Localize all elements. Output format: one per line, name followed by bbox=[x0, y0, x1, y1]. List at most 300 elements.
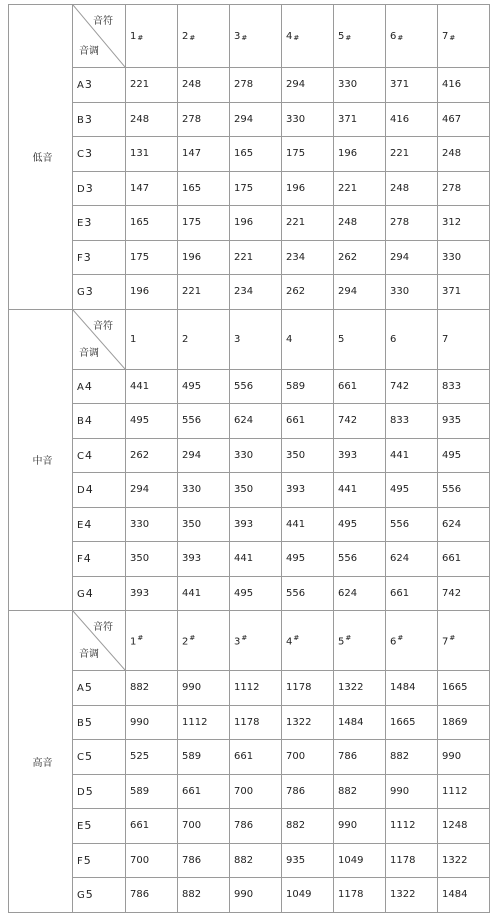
key-cell bbox=[73, 705, 126, 740]
frequency-cell: 278 bbox=[178, 102, 230, 137]
frequency-cell: 661 bbox=[178, 774, 230, 809]
note-header-cell bbox=[126, 309, 178, 369]
note-header-cell bbox=[438, 309, 490, 369]
key-letter: D bbox=[77, 485, 85, 497]
frequency-cell: 624 bbox=[334, 576, 386, 611]
frequency-cell: 661 bbox=[126, 809, 178, 844]
frequency-cell: 371 bbox=[386, 68, 438, 103]
frequency-cell: 294 bbox=[178, 438, 230, 473]
note-number: 2 bbox=[182, 30, 189, 42]
corner-bottom-label: 音调 bbox=[79, 649, 99, 660]
frequency-cell: 278 bbox=[386, 206, 438, 241]
octave-number: 5 bbox=[84, 819, 92, 833]
note-number: 1 bbox=[130, 333, 137, 345]
frequency-cell: 393 bbox=[230, 507, 282, 542]
frequency-cell: 990 bbox=[386, 774, 438, 809]
frequency-cell: 556 bbox=[386, 507, 438, 542]
frequency-cell: 248 bbox=[126, 102, 178, 137]
key-letter: D bbox=[77, 786, 85, 798]
frequency-cell: 495 bbox=[178, 369, 230, 404]
frequency-cell: 248 bbox=[334, 206, 386, 241]
frequency-cell: 1665 bbox=[386, 705, 438, 740]
frequency-cell: 371 bbox=[438, 275, 490, 310]
frequency-cell: 935 bbox=[282, 843, 334, 878]
note-header-cell bbox=[282, 309, 334, 369]
frequency-cell: 196 bbox=[334, 137, 386, 172]
table-row bbox=[9, 740, 490, 775]
frequency-cell: 990 bbox=[334, 809, 386, 844]
frequency-cell: 833 bbox=[386, 404, 438, 439]
frequency-cell: 330 bbox=[438, 240, 490, 275]
note-number: 7 bbox=[442, 30, 449, 42]
table-row bbox=[9, 473, 490, 508]
frequency-cell: 1049 bbox=[334, 843, 386, 878]
octave-number: 5 bbox=[83, 853, 91, 867]
frequency-cell: 495 bbox=[230, 576, 282, 611]
frequency-cell: 221 bbox=[334, 171, 386, 206]
frequency-cell: 278 bbox=[438, 171, 490, 206]
frequency-cell: 234 bbox=[282, 240, 334, 275]
note-header-cell bbox=[126, 611, 178, 671]
sharp-mark: # bbox=[397, 33, 404, 42]
frequency-cell: 294 bbox=[126, 473, 178, 508]
frequency-cell: 742 bbox=[386, 369, 438, 404]
frequency-cell: 441 bbox=[230, 542, 282, 577]
frequency-cell: 882 bbox=[386, 740, 438, 775]
note-number: 3 bbox=[234, 636, 241, 648]
table-row bbox=[9, 369, 490, 404]
frequency-cell: 248 bbox=[438, 137, 490, 172]
sharp-mark: # bbox=[397, 633, 404, 642]
frequency-cell: 556 bbox=[230, 369, 282, 404]
key-cell bbox=[73, 404, 126, 439]
note-number: 5 bbox=[338, 30, 345, 42]
frequency-cell: 1178 bbox=[334, 878, 386, 913]
key-letter: C bbox=[77, 450, 84, 462]
frequency-cell: 221 bbox=[178, 275, 230, 310]
frequency-cell: 1112 bbox=[178, 705, 230, 740]
frequency-cell: 882 bbox=[282, 809, 334, 844]
key-letter: A bbox=[77, 381, 84, 393]
sharp-mark: # bbox=[241, 33, 248, 42]
key-cell bbox=[73, 576, 126, 611]
octave-number: 3 bbox=[85, 285, 93, 299]
section-header-row bbox=[9, 5, 490, 68]
sharp-mark: # bbox=[293, 33, 300, 42]
frequency-cell: 495 bbox=[334, 507, 386, 542]
frequency-cell: 742 bbox=[438, 576, 490, 611]
note-number: 6 bbox=[390, 333, 397, 345]
note-header-cell bbox=[386, 5, 438, 68]
frequency-cell: 882 bbox=[334, 774, 386, 809]
frequency-cell: 1178 bbox=[230, 705, 282, 740]
frequency-cell: 1869 bbox=[438, 705, 490, 740]
frequency-cell: 165 bbox=[178, 171, 230, 206]
key-letter: A bbox=[77, 80, 84, 92]
frequency-cell: 196 bbox=[282, 171, 334, 206]
frequency-cell: 495 bbox=[282, 542, 334, 577]
frequency-cell: 661 bbox=[386, 576, 438, 611]
sharp-mark: # bbox=[137, 33, 144, 42]
corner-header-cell bbox=[73, 611, 126, 671]
note-number: 3 bbox=[234, 30, 241, 42]
frequency-cell: 495 bbox=[438, 438, 490, 473]
key-letter: A bbox=[77, 683, 84, 695]
key-letter: B bbox=[77, 114, 84, 126]
corner-top-label: 音符 bbox=[93, 622, 113, 633]
octave-number: 5 bbox=[84, 715, 92, 729]
octave-number: 3 bbox=[83, 250, 91, 264]
sharp-mark: # bbox=[449, 633, 456, 642]
table-row bbox=[9, 206, 490, 241]
frequency-cell: 312 bbox=[438, 206, 490, 241]
octave-number: 5 bbox=[85, 888, 93, 902]
frequency-cell: 1322 bbox=[386, 878, 438, 913]
group-label: 高音 bbox=[9, 611, 73, 913]
frequency-cell: 1665 bbox=[438, 671, 490, 706]
frequency-cell: 556 bbox=[438, 473, 490, 508]
frequency-cell: 248 bbox=[178, 68, 230, 103]
frequency-cell: 833 bbox=[438, 369, 490, 404]
frequency-cell: 330 bbox=[334, 68, 386, 103]
note-header-cell bbox=[178, 309, 230, 369]
table-row bbox=[9, 275, 490, 310]
frequency-cell: 661 bbox=[334, 369, 386, 404]
note-header-cell bbox=[386, 611, 438, 671]
sharp-mark: # bbox=[189, 33, 196, 42]
key-letter: C bbox=[77, 149, 84, 161]
frequency-cell: 441 bbox=[178, 576, 230, 611]
frequency-cell: 196 bbox=[126, 275, 178, 310]
frequency-cell: 294 bbox=[386, 240, 438, 275]
frequency-cell: 441 bbox=[282, 507, 334, 542]
frequency-cell: 350 bbox=[126, 542, 178, 577]
frequency-cell: 661 bbox=[230, 740, 282, 775]
sharp-mark: # bbox=[137, 633, 144, 642]
frequency-cell: 294 bbox=[334, 275, 386, 310]
key-cell bbox=[73, 878, 126, 913]
key-cell bbox=[73, 740, 126, 775]
note-header-cell bbox=[386, 309, 438, 369]
octave-number: 4 bbox=[85, 483, 93, 497]
frequency-cell: 221 bbox=[126, 68, 178, 103]
frequency-cell: 371 bbox=[334, 102, 386, 137]
frequency-cell: 882 bbox=[178, 878, 230, 913]
octave-number: 4 bbox=[84, 414, 92, 428]
note-header-cell bbox=[282, 5, 334, 68]
frequency-cell: 262 bbox=[334, 240, 386, 275]
corner-bottom-label: 音调 bbox=[79, 46, 99, 57]
octave-number: 3 bbox=[84, 216, 92, 230]
note-number: 6 bbox=[390, 30, 397, 42]
frequency-cell: 1484 bbox=[438, 878, 490, 913]
octave-number: 3 bbox=[84, 112, 92, 126]
note-number: 4 bbox=[286, 333, 293, 345]
note-header-cell bbox=[282, 611, 334, 671]
frequency-cell: 589 bbox=[126, 774, 178, 809]
frequency-cell: 661 bbox=[438, 542, 490, 577]
key-cell bbox=[73, 68, 126, 103]
frequency-cell: 624 bbox=[386, 542, 438, 577]
frequency-cell: 248 bbox=[386, 171, 438, 206]
frequency-cell: 175 bbox=[126, 240, 178, 275]
corner-top-label: 音符 bbox=[93, 16, 113, 27]
frequency-cell: 393 bbox=[126, 576, 178, 611]
key-letter: F bbox=[77, 252, 83, 264]
section-header-row bbox=[9, 611, 490, 671]
note-number: 2 bbox=[182, 333, 189, 345]
frequency-cell: 1484 bbox=[334, 705, 386, 740]
note-header-cell bbox=[230, 309, 282, 369]
note-number: 1 bbox=[130, 30, 137, 42]
frequency-cell: 416 bbox=[386, 102, 438, 137]
frequency-cell: 589 bbox=[178, 740, 230, 775]
table-row bbox=[9, 809, 490, 844]
frequency-cell: 330 bbox=[230, 438, 282, 473]
frequency-cell: 1484 bbox=[386, 671, 438, 706]
frequency-cell: 294 bbox=[230, 102, 282, 137]
frequency-cell: 624 bbox=[230, 404, 282, 439]
key-cell bbox=[73, 206, 126, 241]
table-row bbox=[9, 102, 490, 137]
frequency-cell: 467 bbox=[438, 102, 490, 137]
table-row bbox=[9, 507, 490, 542]
note-number: 7 bbox=[442, 333, 449, 345]
frequency-cell: 175 bbox=[178, 206, 230, 241]
note-header-cell bbox=[334, 611, 386, 671]
key-cell bbox=[73, 438, 126, 473]
frequency-cell: 1112 bbox=[438, 774, 490, 809]
frequency-cell: 882 bbox=[230, 843, 282, 878]
frequency-cell: 786 bbox=[334, 740, 386, 775]
key-cell bbox=[73, 809, 126, 844]
frequency-cell: 1049 bbox=[282, 878, 334, 913]
note-number: 5 bbox=[338, 636, 345, 648]
table-row bbox=[9, 542, 490, 577]
table-row bbox=[9, 705, 490, 740]
octave-number: 4 bbox=[83, 552, 91, 566]
frequency-cell: 495 bbox=[386, 473, 438, 508]
frequency-cell: 147 bbox=[178, 137, 230, 172]
frequency-cell: 742 bbox=[334, 404, 386, 439]
note-number: 6 bbox=[390, 636, 397, 648]
frequency-cell: 350 bbox=[178, 507, 230, 542]
frequency-cell: 556 bbox=[282, 576, 334, 611]
frequency-cell: 1322 bbox=[438, 843, 490, 878]
corner-header-cell bbox=[73, 5, 126, 68]
key-letter: E bbox=[77, 218, 84, 230]
table-row bbox=[9, 878, 490, 913]
key-letter: E bbox=[77, 821, 84, 833]
frequency-cell: 786 bbox=[178, 843, 230, 878]
frequency-cell: 525 bbox=[126, 740, 178, 775]
sharp-mark: # bbox=[449, 33, 456, 42]
octave-number: 5 bbox=[84, 750, 92, 764]
key-cell bbox=[73, 171, 126, 206]
frequency-cell: 441 bbox=[386, 438, 438, 473]
frequency-cell: 589 bbox=[282, 369, 334, 404]
table-row bbox=[9, 438, 490, 473]
frequency-cell: 556 bbox=[178, 404, 230, 439]
sharp-mark: # bbox=[241, 633, 248, 642]
key-cell bbox=[73, 137, 126, 172]
note-header-cell bbox=[230, 611, 282, 671]
key-letter: C bbox=[77, 752, 84, 764]
frequency-cell: 196 bbox=[178, 240, 230, 275]
table-row bbox=[9, 774, 490, 809]
frequency-cell: 786 bbox=[282, 774, 334, 809]
key-cell bbox=[73, 275, 126, 310]
frequency-cell: 441 bbox=[334, 473, 386, 508]
frequency-cell: 990 bbox=[126, 705, 178, 740]
note-header-cell bbox=[178, 5, 230, 68]
frequency-cell: 196 bbox=[230, 206, 282, 241]
octave-number: 4 bbox=[85, 586, 93, 600]
table-row bbox=[9, 404, 490, 439]
table-row bbox=[9, 171, 490, 206]
note-header-cell bbox=[438, 5, 490, 68]
frequency-cell: 1112 bbox=[230, 671, 282, 706]
note-number: 4 bbox=[286, 636, 293, 648]
frequency-cell: 330 bbox=[126, 507, 178, 542]
note-number: 4 bbox=[286, 30, 293, 42]
frequency-cell: 165 bbox=[126, 206, 178, 241]
frequency-cell: 700 bbox=[282, 740, 334, 775]
key-letter: G bbox=[77, 890, 85, 902]
frequency-cell: 661 bbox=[282, 404, 334, 439]
key-cell bbox=[73, 774, 126, 809]
key-cell bbox=[73, 507, 126, 542]
key-letter: G bbox=[77, 588, 85, 600]
corner-top-label: 音符 bbox=[93, 320, 113, 332]
frequency-cell: 131 bbox=[126, 137, 178, 172]
frequency-cell: 147 bbox=[126, 171, 178, 206]
corner-header-cell bbox=[73, 309, 126, 369]
note-header-cell bbox=[334, 309, 386, 369]
frequency-cell: 935 bbox=[438, 404, 490, 439]
frequency-cell: 221 bbox=[230, 240, 282, 275]
frequency-cell: 786 bbox=[230, 809, 282, 844]
key-cell bbox=[73, 240, 126, 275]
frequency-cell: 495 bbox=[126, 404, 178, 439]
key-letter: F bbox=[77, 554, 83, 566]
note-number: 7 bbox=[442, 636, 449, 648]
frequency-cell: 990 bbox=[230, 878, 282, 913]
corner-bottom-label: 音调 bbox=[79, 347, 99, 359]
table-row bbox=[9, 68, 490, 103]
frequency-cell: 990 bbox=[438, 740, 490, 775]
group-label: 低音 bbox=[9, 5, 73, 310]
table-row bbox=[9, 137, 490, 172]
key-cell bbox=[73, 369, 126, 404]
key-letter: F bbox=[77, 855, 83, 867]
frequency-cell: 294 bbox=[282, 68, 334, 103]
frequency-cell: 416 bbox=[438, 68, 490, 103]
sharp-mark: # bbox=[345, 633, 352, 642]
note-header-cell bbox=[438, 611, 490, 671]
frequency-cell: 350 bbox=[282, 438, 334, 473]
key-cell bbox=[73, 671, 126, 706]
frequency-cell: 350 bbox=[230, 473, 282, 508]
frequency-cell: 1322 bbox=[282, 705, 334, 740]
note-header-cell bbox=[334, 5, 386, 68]
frequency-cell: 556 bbox=[334, 542, 386, 577]
sharp-mark: # bbox=[293, 633, 300, 642]
frequency-cell: 700 bbox=[230, 774, 282, 809]
frequency-cell: 786 bbox=[126, 878, 178, 913]
key-letter: B bbox=[77, 416, 84, 428]
frequency-cell: 234 bbox=[230, 275, 282, 310]
table-row bbox=[9, 240, 490, 275]
frequency-cell: 882 bbox=[126, 671, 178, 706]
frequency-cell: 1178 bbox=[386, 843, 438, 878]
frequency-cell: 278 bbox=[230, 68, 282, 103]
sharp-mark: # bbox=[189, 633, 196, 642]
frequency-cell: 330 bbox=[386, 275, 438, 310]
key-cell bbox=[73, 473, 126, 508]
frequency-cell: 262 bbox=[282, 275, 334, 310]
octave-number: 5 bbox=[84, 681, 92, 695]
section-header-row bbox=[9, 309, 490, 369]
key-letter: D bbox=[77, 183, 85, 195]
frequency-cell: 393 bbox=[334, 438, 386, 473]
key-letter: G bbox=[77, 287, 85, 299]
note-header-cell bbox=[178, 611, 230, 671]
frequency-cell: 393 bbox=[178, 542, 230, 577]
frequency-cell: 1322 bbox=[334, 671, 386, 706]
octave-number: 4 bbox=[84, 448, 92, 462]
frequency-cell: 700 bbox=[126, 843, 178, 878]
octave-number: 3 bbox=[84, 78, 92, 92]
octave-number: 5 bbox=[85, 784, 93, 798]
table-row bbox=[9, 843, 490, 878]
frequency-cell: 262 bbox=[126, 438, 178, 473]
frequency-cell: 330 bbox=[178, 473, 230, 508]
frequency-cell: 175 bbox=[282, 137, 334, 172]
key-cell bbox=[73, 542, 126, 577]
note-header-cell bbox=[230, 5, 282, 68]
note-number: 3 bbox=[234, 333, 241, 345]
table-body bbox=[9, 5, 490, 913]
note-number: 1 bbox=[130, 636, 137, 648]
key-cell bbox=[73, 843, 126, 878]
table-row bbox=[9, 671, 490, 706]
note-number: 5 bbox=[338, 333, 345, 345]
frequency-cell: 330 bbox=[282, 102, 334, 137]
frequency-cell: 1178 bbox=[282, 671, 334, 706]
frequency-cell: 1112 bbox=[386, 809, 438, 844]
frequency-cell: 624 bbox=[438, 507, 490, 542]
group-label: 中音 bbox=[9, 309, 73, 611]
frequency-cell: 1248 bbox=[438, 809, 490, 844]
table-row bbox=[9, 576, 490, 611]
frequency-cell: 700 bbox=[178, 809, 230, 844]
frequency-cell: 165 bbox=[230, 137, 282, 172]
key-cell bbox=[73, 102, 126, 137]
frequency-cell: 221 bbox=[386, 137, 438, 172]
frequency-cell: 990 bbox=[178, 671, 230, 706]
frequency-cell: 441 bbox=[126, 369, 178, 404]
frequency-cell: 221 bbox=[282, 206, 334, 241]
octave-number: 3 bbox=[85, 181, 93, 195]
key-letter: B bbox=[77, 717, 84, 729]
key-letter: E bbox=[77, 519, 84, 531]
frequency-cell: 393 bbox=[282, 473, 334, 508]
sharp-mark: # bbox=[345, 33, 352, 42]
frequency-table bbox=[8, 4, 490, 913]
note-header-cell bbox=[126, 5, 178, 68]
octave-number: 4 bbox=[84, 517, 92, 531]
